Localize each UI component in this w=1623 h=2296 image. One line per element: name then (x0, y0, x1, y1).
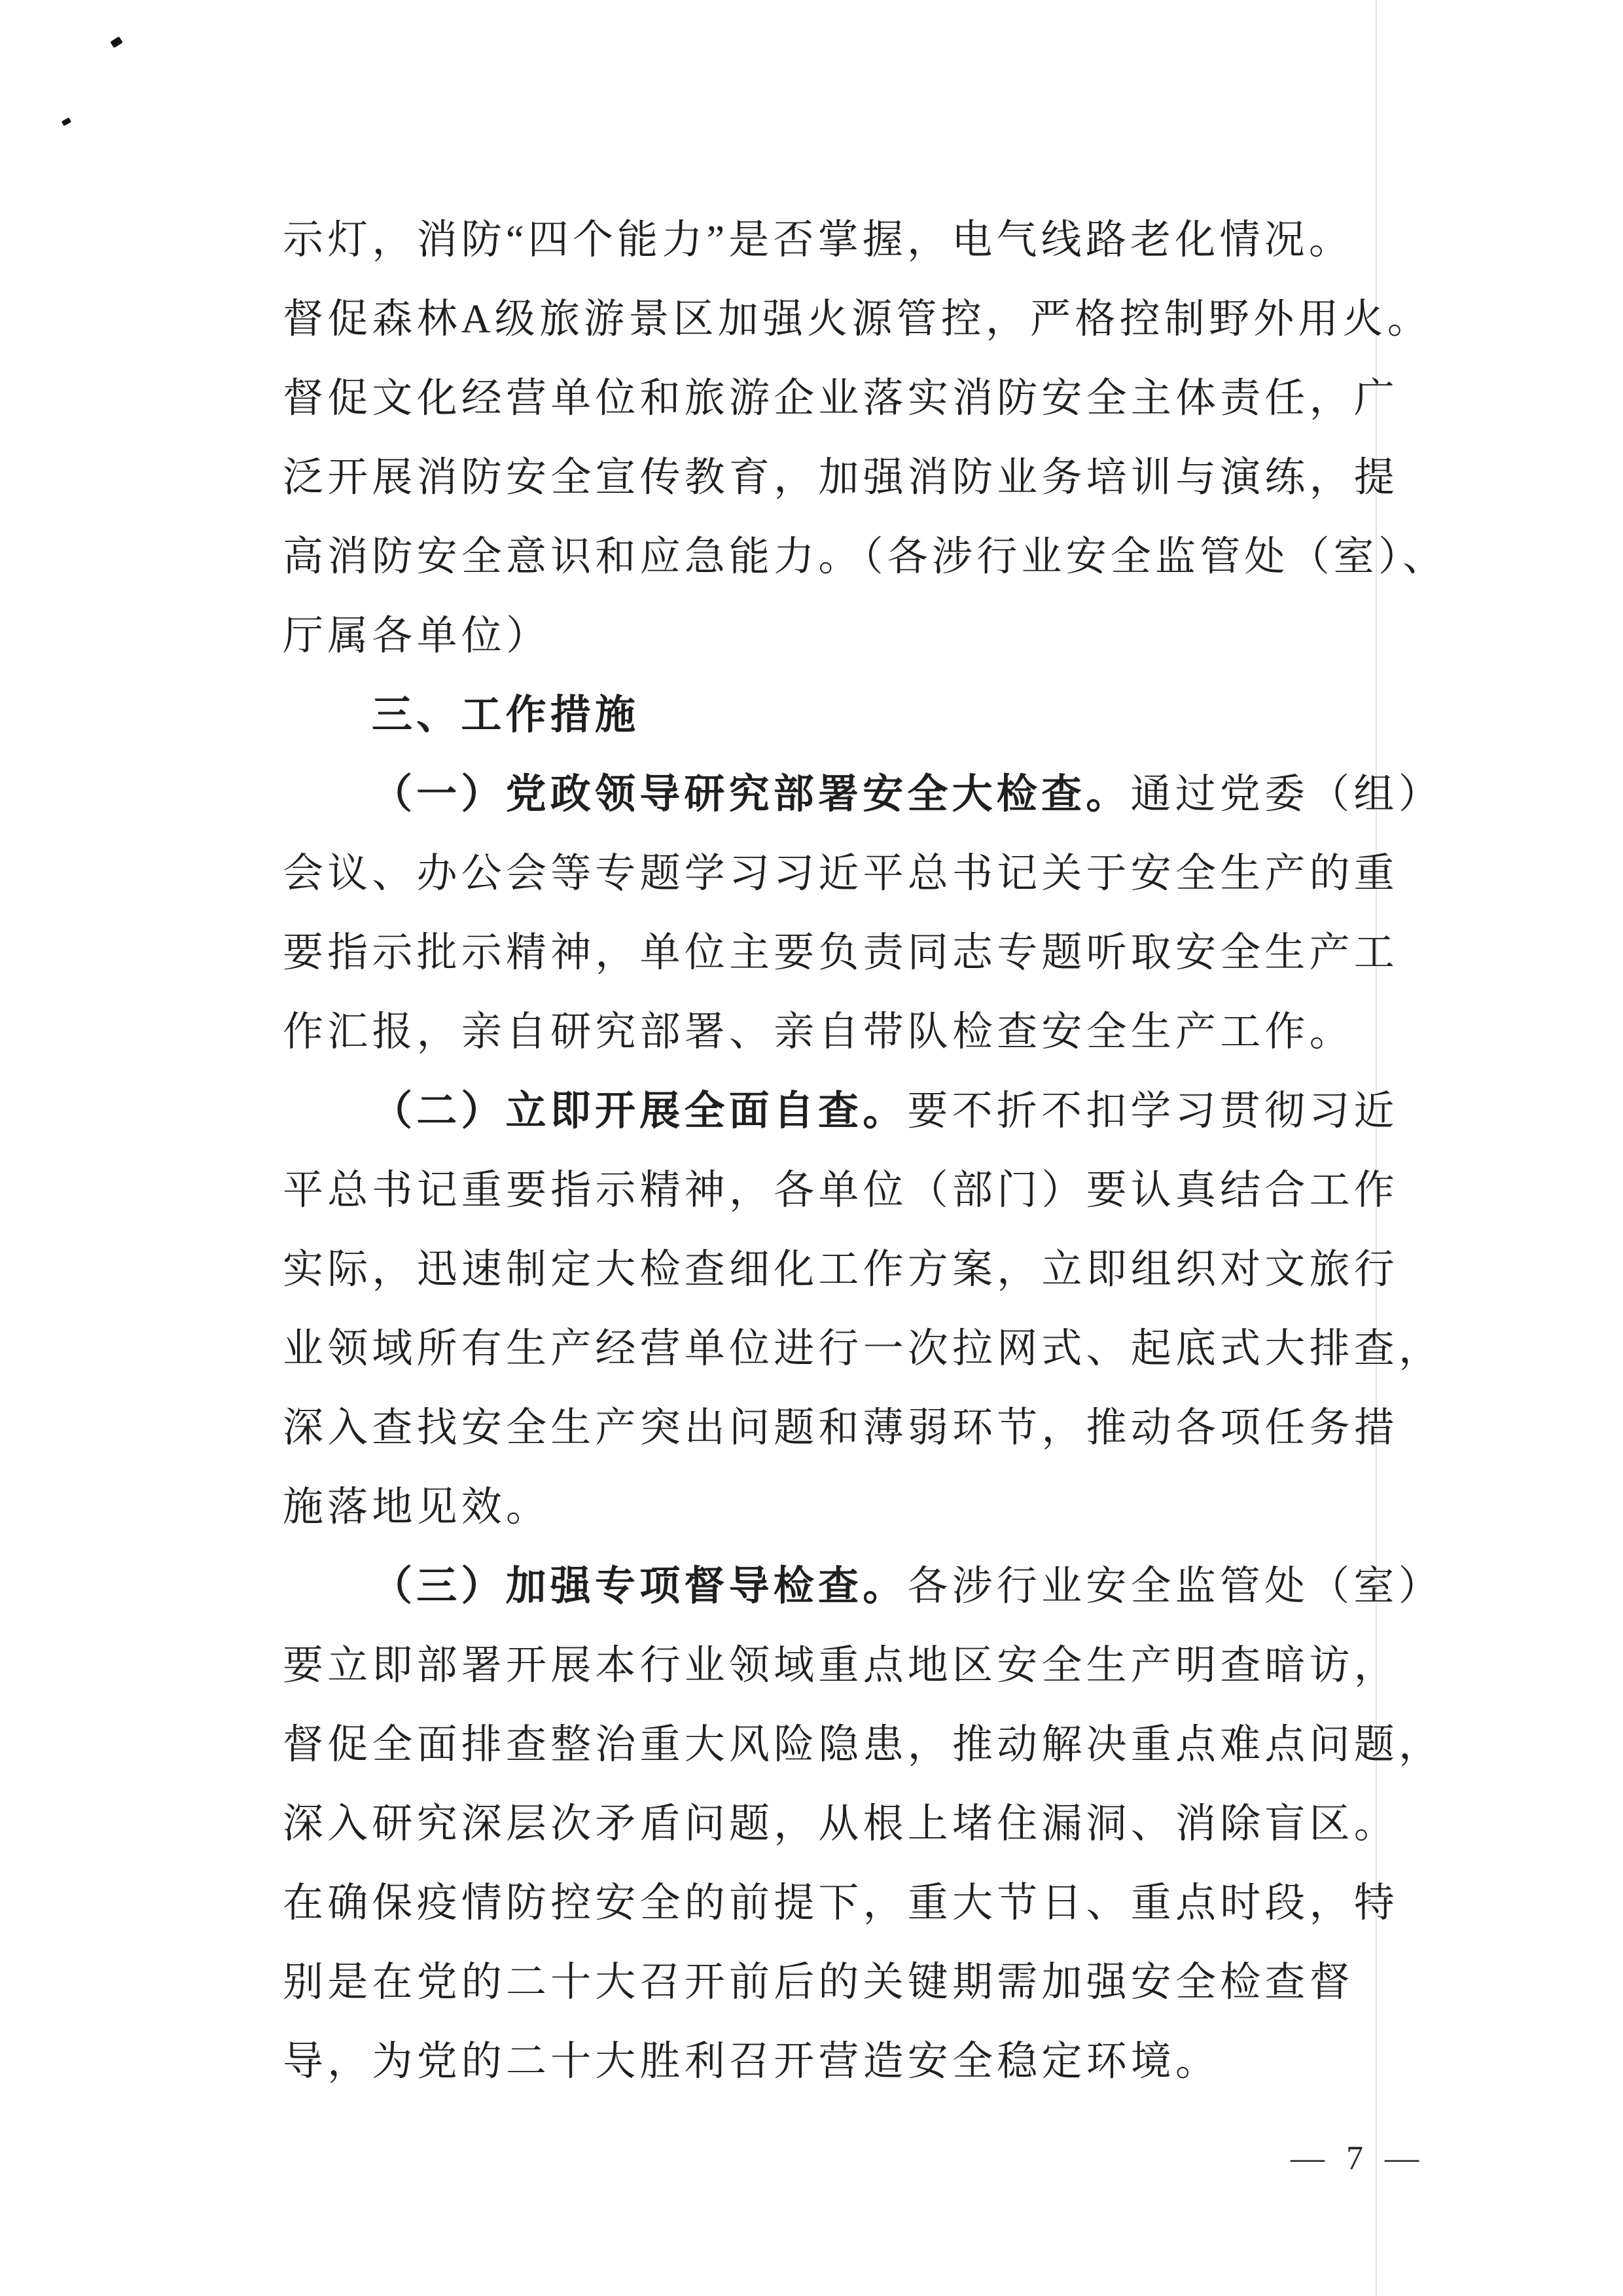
line-heading-segment: （二）立即开展全面自查。 (372, 1089, 908, 1134)
text-line (283, 755, 1467, 834)
document-body (283, 201, 1467, 2102)
line-heading-segment: （一）党政领导研究部署安全大检查。 (372, 772, 1131, 817)
line-text-segment: 深入研究深层次矛盾问题，从根上堵住漏洞、消除盲区。 (283, 1802, 1399, 1846)
text-line (283, 1785, 1467, 1864)
text-line (283, 1072, 1467, 1151)
page-number: — 7 — (1291, 2140, 1425, 2177)
line-text-segment: 厅属各单位） (283, 614, 551, 658)
line-heading-segment: （三）加强专项督导检查。 (372, 1564, 908, 1609)
line-text-segment: 通过党委（组） (1130, 772, 1443, 817)
text-line (283, 1626, 1467, 1706)
text-line (283, 1310, 1467, 1389)
line-text-segment: 督促文化经营单位和旅游企业落实消防安全主体责任，广 (283, 376, 1399, 421)
line-text-segment: 别是在党的二十大召开前后的关键期需加强安全检查督 (283, 1960, 1354, 2005)
line-text-segment: 督促全面排查整治重大风险隐患，推动解决重点难点问题， (283, 1723, 1444, 1767)
text-line (283, 1230, 1467, 1310)
text-line (283, 993, 1467, 1072)
line-text-segment: 实际，迅速制定大检查细化工作方案，立即组织对文旅行 (283, 1247, 1399, 1292)
text-line (283, 597, 1467, 676)
text-line (283, 518, 1467, 597)
text-line (283, 914, 1467, 993)
ink-speck (110, 37, 122, 48)
text-line (283, 359, 1467, 439)
line-text-segment: 导，为党的二十大胜利召开营造安全稳定环境。 (283, 2039, 1221, 2084)
line-text-segment: 各涉行业安全监管处（室） (907, 1564, 1443, 1609)
ink-speck (62, 117, 71, 126)
line-text-segment: 示灯，消防“四个能力”是否掌握，电气线路老化情况。 (283, 218, 1354, 262)
text-line (283, 2022, 1467, 2102)
text-line (283, 439, 1467, 518)
line-text-segment: 在确保疫情防控安全的前提下，重大节日、重点时段，特 (283, 1881, 1399, 1926)
line-text-segment: 平总书记重要指示精神，各单位（部门）要认真结合工作 (283, 1168, 1399, 1213)
text-line (283, 1389, 1467, 1468)
text-line (283, 1706, 1467, 1785)
text-line (283, 676, 1467, 755)
line-text-segment: 深入查找安全生产突出问题和薄弱环节，推动各项任务措 (283, 1406, 1399, 1450)
line-text-segment: 要不折不扣学习贯彻习近 (907, 1089, 1399, 1134)
line-text-segment: 要指示批示精神，单位主要负责同志专题听取安全生产工 (283, 931, 1399, 975)
line-text-segment: 高消防安全意识和应急能力。（各涉行业安全监管处（室）、 (283, 535, 1448, 579)
line-text-segment: 要立即部署开展本行业领域重点地区安全生产明查暗访， (283, 1643, 1399, 1688)
line-text-segment: 施落地见效。 (283, 1485, 551, 1530)
text-line (283, 201, 1467, 280)
line-text-segment: 泛开展消防安全宣传教育，加强消防业务培训与演练，提 (283, 456, 1399, 500)
text-line (283, 834, 1467, 914)
text-line (283, 1468, 1467, 1547)
line-text-segment: 督促森林A级旅游景区加强火源管控，严格控制野外用火。 (283, 297, 1432, 342)
line-heading-segment: 三、工作措施 (372, 693, 640, 738)
line-text-segment: 作汇报，亲自研究部署、亲自带队检查安全生产工作。 (283, 1010, 1354, 1054)
text-line (283, 1943, 1467, 2022)
text-line (283, 1151, 1467, 1230)
text-line (283, 1547, 1467, 1626)
line-text-segment: 会议、办公会等专题学习习近平总书记关于安全生产的重 (283, 852, 1399, 896)
text-line (283, 1864, 1467, 1943)
text-line (283, 280, 1467, 359)
line-text-segment: 业领域所有生产经营单位进行一次拉网式、起底式大排查， (283, 1327, 1444, 1371)
